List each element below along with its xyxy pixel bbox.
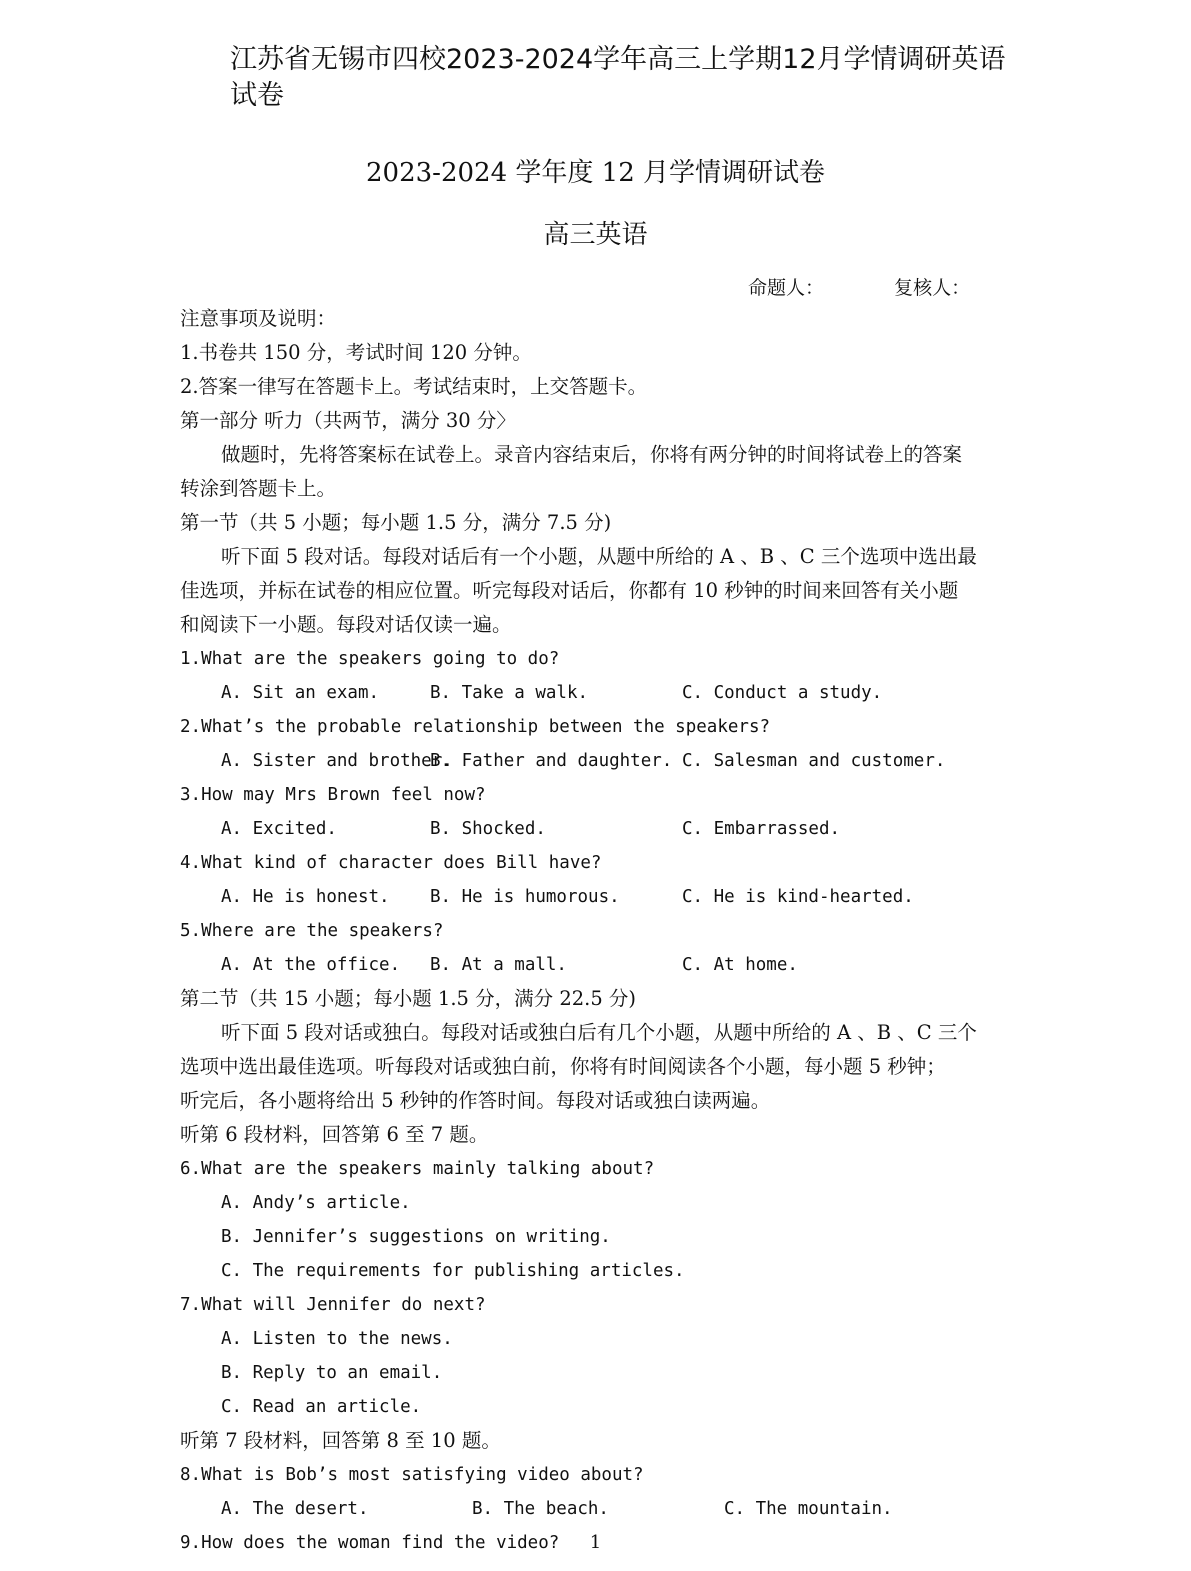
question-1-stem: 1.What are the speakers going to do? [180,649,560,669]
option-b: B. The beach. [472,1499,609,1519]
option-c: C. Conduct a study. [682,683,883,703]
question-3-options [180,812,1020,846]
note-item: 2.答案一律写在答题卡上。考试结束时，上交答题卡。 [180,375,648,398]
option-c: C. The requirements for publishing articles. [221,1261,685,1281]
option-b: B. Jennifer’s suggestions on writing. [221,1227,611,1247]
part1-heading: 第一部分 听力（共两节，满分 30 分〉 [180,409,516,432]
option-b: B. Reply to an email. [221,1363,443,1383]
material-6-heading: 听第 6 段材料，回答第 6 至 7 题。 [180,1123,489,1146]
material-7-heading: 听第 7 段材料，回答第 8 至 10 题。 [180,1429,501,1452]
question-7-stem: 7.What will Jennifer do next? [180,1295,486,1315]
option-b: B. Father and daughter. [430,751,673,771]
section1-instruction: 佳选项，并标在试卷的相应位置。听完每段对话后，你都有 10 秒钟的时间来回答有关小题 [180,579,959,602]
question-5-stem: 5.Where are the speakers? [180,921,444,941]
option-a: A. At the office. [221,955,401,975]
question-8-stem: 8.What is Bob’s most satisfying video about? [180,1465,644,1485]
option-b: B. At a mall. [430,955,567,975]
section2-heading: 第二节（共 15 小题；每小题 1.5 分，满分 22.5 分) [180,987,637,1010]
question-8-options [180,1492,1020,1526]
option-a: A. Listen to the news. [221,1329,453,1349]
exam-title: 2023-2024 学年度 12 月学情调研试卷 [366,158,825,188]
section1-heading: 第一节（共 5 小题；每小题 1.5 分，满分 7.5 分) [180,511,612,534]
section1-instruction: 和阅读下一小题。每段对话仅读一遍。 [180,613,512,636]
option-a: A. Excited. [221,819,337,839]
reviewer-label: 复核人： [894,277,971,299]
question-9-stem: 9.How does the woman find the video? [180,1533,560,1553]
option-b: B. Take a walk. [430,683,589,703]
option-c: C. The mountain. [724,1499,893,1519]
section2-instruction: 选项中选出最佳选项。听每段对话或独白前，你将有时间阅读各个小题，每小题 5 秒钟； [180,1055,946,1078]
subject-title: 高三英语 [543,220,648,250]
option-c: C. He is kind-hearted. [682,887,914,907]
question-2-stem: 2.What’s the probable relationship between the speakers? [180,717,771,737]
option-c: C. Salesman and customer. [682,751,946,771]
question-5-options [180,948,1020,982]
page-number: 1 [589,1532,602,1553]
question-6-stem: 6.What are the speakers mainly talking about? [180,1159,655,1179]
author-label: 命题人： [748,277,825,299]
note-item: 1.书卷共 150 分，考试时间 120 分钟。 [180,341,532,364]
option-a: A. He is honest. [221,887,390,907]
option-c: C. Read an article. [221,1397,422,1417]
option-a: A. Sister and brother. [221,751,453,771]
question-2-options [180,744,1020,778]
question-1-options [180,676,1020,710]
option-a: A. The desert. [221,1499,369,1519]
option-b: B. He is humorous. [430,887,620,907]
document-title: 江苏省无锡市四校2023-2024学年高三上学期12月学情调研英语试卷 [230,44,1006,111]
option-a: A. Sit an exam. [221,683,380,703]
option-c: C. At home. [682,955,798,975]
notes-heading: 注意事项及说明： [180,307,337,330]
signers [748,273,970,300]
option-c: C. Embarrassed. [682,819,841,839]
part1-instruction: 做题时，先将答案标在试卷上。录音内容结束后，你将有两分钟的时间将试卷上的答案 [221,443,963,466]
question-4-stem: 4.What kind of character does Bill have? [180,853,602,873]
section2-instruction: 听下面 5 段对话或独白。每段对话或独白后有几个小题，从题中所给的 A 、B 、C 三个 [221,1021,977,1044]
exam-body [180,302,1020,1560]
part1-instruction: 转涂到答题卡上。 [180,477,337,500]
option-b: B. Shocked. [430,819,546,839]
option-a: A. Andy’s article. [221,1193,411,1213]
question-3-stem: 3.How may Mrs Brown feel now? [180,785,486,805]
section1-instruction: 听下面 5 段对话。每段对话后有一个小题，从题中所给的 A 、B 、C 三个选项中选出最 [221,545,977,568]
question-4-options [180,880,1020,914]
section2-instruction: 听完后，各小题将给出 5 秒钟的作答时间。每段对话或独白读两遍。 [180,1089,771,1112]
